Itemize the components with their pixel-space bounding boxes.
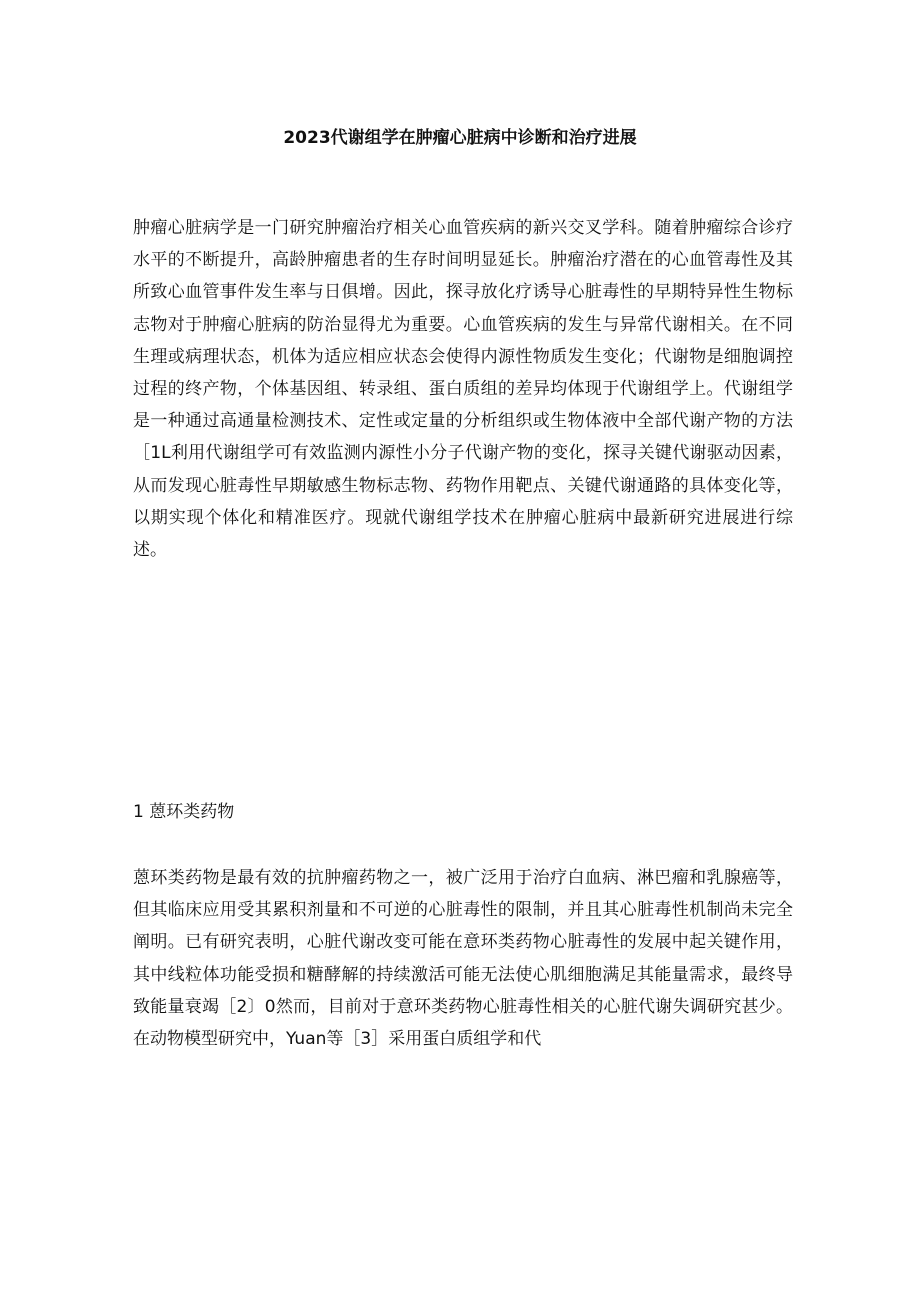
document-title: 2023代谢组学在肿瘤心脏病中诊断和治疗进展: [283, 128, 637, 148]
intro-paragraph: 肿瘤心脏病学是一门研究肿瘤治疗相关心血管疾病的新兴交叉学科。随着肿瘤综合诊疗水平的不断提升，高龄肿瘤患者的生存时间明显延长。肿瘤治疗潜在的心血管毒性及其所致心血管事件发生率与日俱增。因此，探寻放化疗诱导心脏毒性的早期特异性生物标志物对于肿瘤心脏病的防治显得尤为重要。心血管疾病的发生与异常代谢相关。在不同生理或病理状态，机体为适应相应状态会使得内源性物质发生变化；代谢物是细胞调控过程的终产物，个体基因组、转录组、蛋白质组的差异均体现于代谢组学上。代谢组学是一种通过高通量检测技术、定性或定量的分析组织或生物体液中全部代谢产物的方法［1L利用代谢组学可有效监测内源性小分子代谢产物的变化，探寻关键代谢驱动因素，从而发现心脏毒性早期敏感生物标志物、药物作用靶点、关键代谢通路的具体变化等，以期实现个体化和精准医疗。现就代谢组学技术在肿瘤心脏病中最新研究进展进行综述。: [133, 218, 793, 561]
section-heading: 1 蒽环类药物: [133, 802, 235, 822]
section-paragraph: 蒽环类药物是最有效的抗肿瘤药物之一，被广泛用于治疗白血病、淋巴瘤和乳腺癌等，但其临床应用受其累积剂量和不可逆的心脏毒性的限制，并且其心脏毒性机制尚未完全阐明。已有研究表明，心脏代谢改变可能在意环类药物心脏毒性的发展中起关键作用，其中线粒体功能受损和糖酵解的持续激活可能无法使心肌细胞满足其能量需求，最终导致能量衰竭［2〕0然而，目前对于意环类药物心脏毒性相关的心脏代谢失调研究甚少。在动物模型研究中，Yuan等［3］采用蛋白质组学和代: [133, 868, 793, 1050]
